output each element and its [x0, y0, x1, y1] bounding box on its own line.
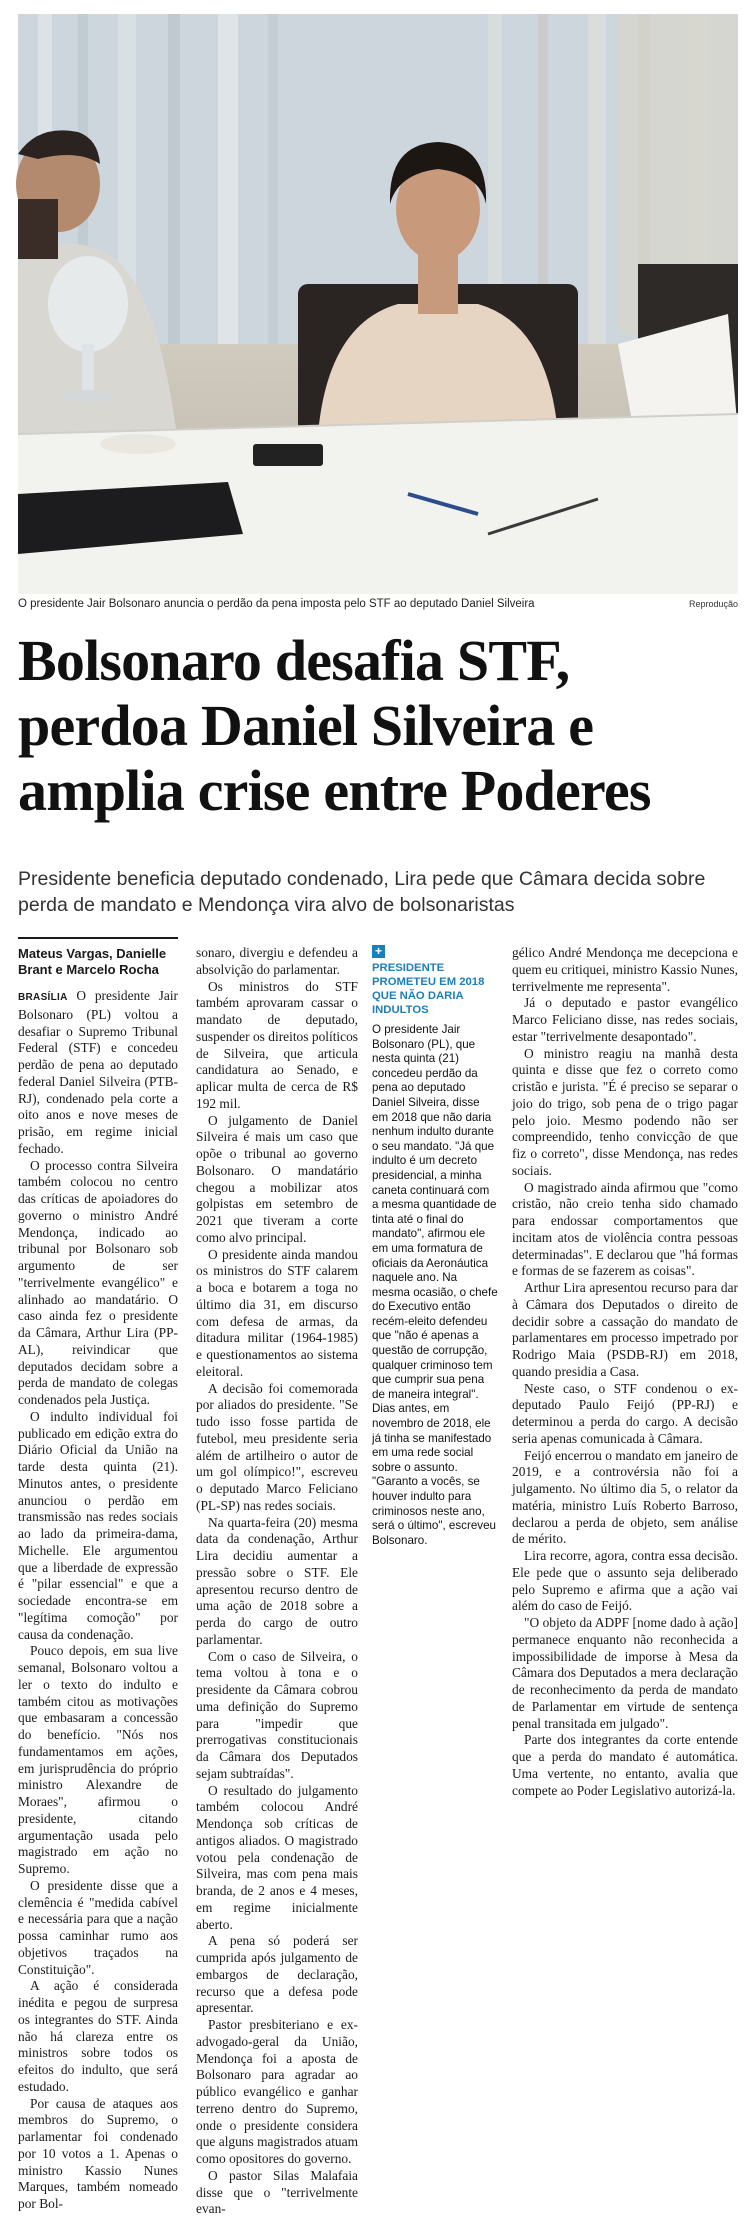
- paragraph: Na quarta-feira (20) mesma data da condenação, Arthur Lira decidiu aumentar a pressão sobre o STF. Ele apresentou recurso dentro de uma ação de 2018 sobre a perda do cargo de outro parlamentar.: [196, 1514, 358, 1647]
- paragraph: Parte dos integrantes da corte entende que a perda do mandato é automática. Uma vertente, no entanto, avalia que compete ao Poder Legislativo autorizá-la.: [512, 1732, 738, 1798]
- photo-illustration: [18, 14, 738, 594]
- subheadline: Presidente beneficia deputado condenado, Lira pede que Câmara decida sobre perda de mandato e Mendonça vira alvo de bolsonaristas: [18, 868, 706, 916]
- paragraph: Com o caso de Silveira, o tema voltou à tona e o presidente da Câmara cobrou uma definição do Supremo para "impedir que prerrogativas constitucionais da Câmara dos Deputados sejam subtraídas".: [196, 1648, 358, 1781]
- paragraph: O presidente ainda mandou os ministros do STF calarem a boca e botarem a toga no último dia 31, em discurso com defesa de armas, da ditadura militar (1964-1985) e questionamentos ao sistema eleitoral.: [196, 1246, 358, 1379]
- byline-rule: [18, 937, 178, 939]
- paragraph: A decisão foi comemorada por aliados do presidente. "Se tudo isso fosse partida de futebol, meu presidente seria além de artilheiro o autor de um gol olímpico!", escreveu o deputado Marco Feliciano (PL-SP) nas redes sociais.: [196, 1380, 358, 1513]
- paragraph: A pena só poderá ser cumprida após julgamento de embargos de declaração, recurso que a defesa pode apresentar.: [196, 1933, 358, 2016]
- paragraph: Neste caso, o STF condenou o ex-deputado Paulo Feijó (PP-RJ) e determinou a perda do cargo. A decisão seria apenas comunicada à Câmara.: [512, 1380, 738, 1446]
- dateline-city: BRASÍLIA: [18, 992, 68, 1003]
- sidebar-box: [372, 945, 498, 1548]
- sidebar-heading: PRESIDENTE PROMETEU EM 2018 QUE NÃO DARIA INDULTOS: [372, 962, 485, 1016]
- paragraph: "O objeto da ADPF [nome dado à ação] permanece enquanto não reconhecida a impossibilidade de imporse à Mesa da Câmara dos Deputados a mera declaração de reconhecimento da perda de mandato de Parlamentar em virtude de sentença penal transitada em julgado".: [512, 1615, 738, 1731]
- paragraph: Lira recorre, agora, contra essa decisão. Ele pede que o assunto seja deliberado pelo Supremo e afirma que a ação vai além do caso de Feijó.: [512, 1548, 738, 1614]
- paragraph: Pastor presbiteriano e ex-advogado-geral da União, Mendonça foi a aposta de Bolsonaro para agradar ao público evangélico e ganhar terreno dentro do Supremo, onde o presidente considera que alguns magistrados atuam como opositores do governo.: [196, 2017, 358, 2166]
- paragraph: Pouco depois, em sua live semanal, Bolsonaro voltou a ler o texto do indulto e também citou as motivações que embasaram a concessão do benefício. "Nós nos fundamentamos em ações, em jurisprudência do próprio ministro Alexandre de Moraes", afirmou o presidente, citando argumentação usada pelo magistrado em ação no Supremo.: [18, 1643, 178, 1876]
- sidebar-text: O presidente Jair Bolsonaro (PL), que nesta quinta (21) concedeu perdão da pena ao deputado Daniel Silveira, disse em 2018 que não daria nenhum indulto durante o seu mandato. "Já que indulto é um decreto presidencial, a minha caneta continuará com a mesma quantidade de tinta até o final do mandato", afirmou ele em uma formatura de oficiais da Aeronáutica naquele ano. Na mesma ocasião, o chefe do Executivo então recém-eleito defendeu que "não é apenas a questão de corrupção, qualquer criminoso tem que cumprir sua pena de maneira integral". Dias antes, em novembro de 2018, ele já tinha se manifestado em uma rede social sobre o assunto. "Garanto a vocês, se houver indulto para criminosos neste ano, será o último", escreveu Bolsonaro.: [372, 1023, 498, 1547]
- paragraph: gélico André Mendonça me decepciona e quem eu critiquei, ministro Kassio Nunes, terrivelmente me representa".: [512, 945, 738, 994]
- article-photo: [18, 14, 738, 594]
- headline-line: perdoa Daniel Silveira e: [18, 693, 594, 758]
- paragraph: Já o deputado e pastor evangélico Marco Feliciano disse, nas redes sociais, estar "terrivelmente desapontado".: [512, 995, 738, 1044]
- byline: Mateus Vargas, Danielle Brant e Marcelo Rocha: [18, 946, 167, 977]
- paragraph: O indulto individual foi publicado em edição extra do Diário Oficial da União na tarde desta quinta (21). Minutos antes, o presidente anunciou o perdão em transmissão nas redes sociais ao lado da primeira-dama, Michelle. Ele argumentou que a liberdade de expressão é "pilar essencial" e que a sociedade encontra-se em "legítima comoção" por causa da condenação.: [18, 1408, 178, 1642]
- headline-line: Bolsonaro desafia STF,: [18, 628, 570, 693]
- paragraph: O processo contra Silveira também colocou no centro das críticas de apoiadores do governo o ministro André Mendonça, indicado ao tribunal por Bolsonaro sob argumento de ser "terrivelmente evangélico" e alinhado ao mandatário. O caso ainda fez o presidente da Câmara, Arthur Lira (PP-AL), reivindicar que deputados decidam sobre a perda de mandato de colegas condenados pela Justiça.: [18, 1157, 178, 1407]
- paragraph: BRASÍLIA O presidente Jair Bolsonaro (PL) voltou a desafiar o Supremo Tribunal Federal (STF) e concedeu perdão de pena ao deputado federal Daniel Silveira (PTB-RJ), condenado pela corte a oito anos e nove meses de prisão, em regime inicial fechado.: [18, 988, 178, 1156]
- paragraph: O ministro reagiu na manhã desta quinta e disse que fez o correto como cristão e jurista. "É é preciso se separar o joio do trigo, sob pena de o trigo pagar pelo joio. Mesmo podendo não ser compreendido, tenho convicção de que fiz o correto", disse Mendonça, nas redes sociais.: [512, 1045, 738, 1178]
- caption-text: O presidente Jair Bolsonaro anuncia o perdão da pena imposta pelo STF ao deputado Daniel Silveira: [18, 598, 535, 610]
- paragraph: Por causa de ataques aos membros do Supremo, o parlamentar foi condenado por 10 votos a 1. Apenas o ministro Kassio Nunes Marques, também nomeado por Bol-: [18, 2095, 178, 2211]
- paragraph: O resultado do julgamento também colocou André Mendonça sob críticas de antigos aliados. O magistrado votou pela condenação de Silveira, mas com pena mais branda, de 2 anos e 4 meses, em regime inicialmente aberto.: [196, 1782, 358, 1932]
- paragraph: sonaro, divergiu e defendeu a absolvição do parlamentar.: [196, 945, 358, 977]
- paragraph: O presidente disse que a clemência é "medida cabível e necessária para que a nação possa caminhar rumo aos objetivos traçados na Constituição".: [18, 1877, 178, 1977]
- headline-line: amplia crise entre Poderes: [18, 758, 651, 823]
- plus-icon: +: [372, 945, 385, 958]
- headline: [18, 628, 738, 823]
- paragraph: O julgamento de Daniel Silveira é mais um caso que opõe o tribunal ao governo Bolsonaro. O mandatário chegou a mobilizar atos golpistas em setembro de 2021 que tiveram a corte como alvo principal.: [196, 1112, 358, 1245]
- article-column-2: [196, 945, 358, 2218]
- paragraph: O magistrado ainda afirmou que "como cristão, não creio tenha sido chamado para endossar comportamentos que incitam atos de violência contra pessoas determinadas". E declarou que "há formas e formas de se fazerem as coisas".: [512, 1179, 738, 1279]
- paragraph: Arthur Lira apresentou recurso para dar à Câmara dos Deputados o direito de decidir sobre a cassação do mandato de parlamentares em processo impetrado por Rodrigo Maia (PSDB-RJ) em 2018, quando presidia a Casa.: [512, 1280, 738, 1379]
- paragraph: O pastor Silas Malafaia disse que o "terrivelmente evan-: [196, 2167, 358, 2217]
- photo-caption: [18, 598, 738, 610]
- paragraph: Os ministros do STF também aprovaram cassar o mandato de deputado, suspender os direitos políticos de Silveira, que articula candidatura ao Senado, e aplicar multa de cerca de R$ 192 mil.: [196, 978, 358, 1111]
- paragraph: A ação é considerada inédita e pegou de surpresa os integrantes do STF. Ainda não há clareza entre os ministros sobre todos os efeitos do indulto, que será estudado.: [18, 1978, 178, 2094]
- photo-credit: Reprodução: [688, 599, 738, 609]
- paragraph: Feijó encerrou o mandato em janeiro de 2019, e a controvérsia não foi a julgamento. No último dia 5, o relator da matéria, ministro Luís Roberto Barroso, declarou a perda de objeto, sem análise de mérito.: [512, 1447, 738, 1547]
- article-column-4: [512, 945, 738, 1799]
- article-column-1: [18, 945, 178, 2213]
